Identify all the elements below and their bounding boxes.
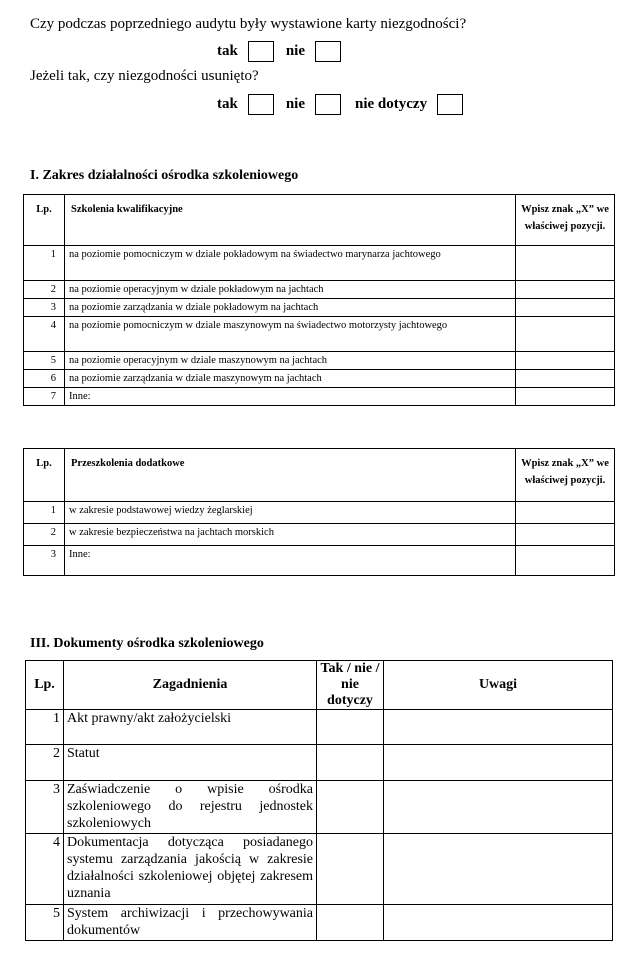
table-header-row [24, 449, 615, 502]
q1-no-checkbox[interactable] [315, 41, 341, 62]
question-nonconformities-removed: Jeżeli tak, czy niezgodności usunięto? [30, 68, 259, 84]
question-previous-audit: Czy podczas poprzedniego audytu były wystawione karty niezgodności? [30, 16, 467, 32]
table-row [24, 281, 615, 299]
table-row [26, 834, 613, 905]
table-row [24, 352, 615, 370]
table-row [26, 781, 613, 834]
table-row [24, 370, 615, 388]
row-text: Zaświadczenie o wpisie ośrodka szkoleniowego do rejestru jednostek szkoleniowych [64, 781, 317, 834]
row-number: 7 [24, 388, 65, 406]
row-text: na poziomie zarządzania w dziale pokładowym na jachtach [65, 299, 516, 317]
table-header-row [26, 661, 613, 710]
col-yesno-header: Tak / nie / nie dotyczy [317, 661, 384, 710]
row-text: Akt prawny/akt założycielski [64, 710, 317, 745]
q2-no-checkbox[interactable] [315, 94, 341, 115]
q2-no-label: nie [285, 96, 306, 112]
row-number: 4 [26, 834, 64, 905]
table-row [26, 905, 613, 941]
row-text: na poziomie operacyjnym w dziale maszynowym na jachtach [65, 352, 516, 370]
q2-na-label: nie dotyczy [355, 96, 428, 112]
row-number: 3 [26, 781, 64, 834]
q1-no-label: nie [285, 43, 306, 59]
q1-options [217, 41, 341, 62]
row-text: na poziomie pomocniczym w dziale pokładowym na świadectwo marynarza jachtowego [65, 246, 516, 281]
notes-cell[interactable] [384, 834, 613, 905]
mark-cell[interactable] [516, 388, 615, 406]
table-row [24, 502, 615, 524]
yesno-cell[interactable] [317, 745, 384, 781]
col-mark-header: Wpisz znak „X” we właściwej pozycji. [516, 195, 615, 246]
row-text: w zakresie bezpieczeństwa na jachtach morskich [65, 524, 516, 546]
additional-trainings-table [23, 448, 615, 576]
mark-cell[interactable] [516, 502, 615, 524]
table-row [26, 710, 613, 745]
row-text: Inne: [65, 388, 516, 406]
row-number: 4 [24, 317, 65, 352]
q2-yes-label: tak [217, 96, 238, 112]
row-number: 2 [24, 524, 65, 546]
mark-cell[interactable] [516, 370, 615, 388]
mark-cell[interactable] [516, 246, 615, 281]
notes-cell[interactable] [384, 781, 613, 834]
notes-cell[interactable] [384, 745, 613, 781]
table-row [24, 524, 615, 546]
row-number: 5 [24, 352, 65, 370]
row-number: 1 [24, 246, 65, 281]
row-text: na poziomie pomocniczym w dziale maszynowym na świadectwo motorzysty jachtowego [65, 317, 516, 352]
table-row [26, 745, 613, 781]
row-text: Statut [64, 745, 317, 781]
row-text: Inne: [65, 546, 516, 576]
row-number: 3 [24, 546, 65, 576]
col-topic-header: Zagadnienia [64, 661, 317, 710]
mark-cell[interactable] [516, 299, 615, 317]
qualification-trainings-table [23, 194, 615, 406]
q2-options [217, 94, 463, 115]
mark-cell[interactable] [516, 317, 615, 352]
row-number: 5 [26, 905, 64, 941]
col-notes-header: Uwagi [384, 661, 613, 710]
yesno-cell[interactable] [317, 834, 384, 905]
mark-cell[interactable] [516, 281, 615, 299]
row-text: w zakresie podstawowej wiedzy żeglarskiej [65, 502, 516, 524]
section-3-title: III. Dokumenty ośrodka szkoleniowego [30, 636, 264, 651]
section-1-title: I. Zakres działalności ośrodka szkoleniowego [30, 168, 299, 183]
col-lp-header: Lp. [24, 195, 65, 246]
mark-cell[interactable] [516, 352, 615, 370]
row-text: na poziomie zarządzania w dziale maszynowym na jachtach [65, 370, 516, 388]
mark-cell[interactable] [516, 524, 615, 546]
row-number: 3 [24, 299, 65, 317]
yesno-cell[interactable] [317, 905, 384, 941]
notes-cell[interactable] [384, 710, 613, 745]
col-lp-header: Lp. [26, 661, 64, 710]
q2-yes-checkbox[interactable] [248, 94, 274, 115]
q1-yes-label: tak [217, 43, 238, 59]
table-row [24, 388, 615, 406]
col-title-header: Szkolenia kwalifikacyjne [65, 195, 516, 246]
table-header-row [24, 195, 615, 246]
row-number: 1 [24, 502, 65, 524]
col-title-header: Przeszkolenia dodatkowe [65, 449, 516, 502]
table-row [24, 246, 615, 281]
col-mark-header: Wpisz znak „X” we właściwej pozycji. [516, 449, 615, 502]
q2-na-checkbox[interactable] [437, 94, 463, 115]
row-number: 2 [24, 281, 65, 299]
mark-cell[interactable] [516, 546, 615, 576]
notes-cell[interactable] [384, 905, 613, 941]
row-number: 6 [24, 370, 65, 388]
row-number: 1 [26, 710, 64, 745]
row-text: na poziomie operacyjnym w dziale pokładowym na jachtach [65, 281, 516, 299]
yesno-cell[interactable] [317, 781, 384, 834]
row-text: System archiwizacji i przechowywania dokumentów [64, 905, 317, 941]
q1-yes-checkbox[interactable] [248, 41, 274, 62]
documents-table [25, 660, 613, 941]
yesno-cell[interactable] [317, 710, 384, 745]
table-row [24, 299, 615, 317]
row-text: Dokumentacja dotycząca posiadanego systemu zarządzania jakością w zakresie działalności szkoleniowej objętej zakresem uznania [64, 834, 317, 905]
table-row [24, 546, 615, 576]
table-row [24, 317, 615, 352]
row-number: 2 [26, 745, 64, 781]
col-lp-header: Lp. [24, 449, 65, 502]
